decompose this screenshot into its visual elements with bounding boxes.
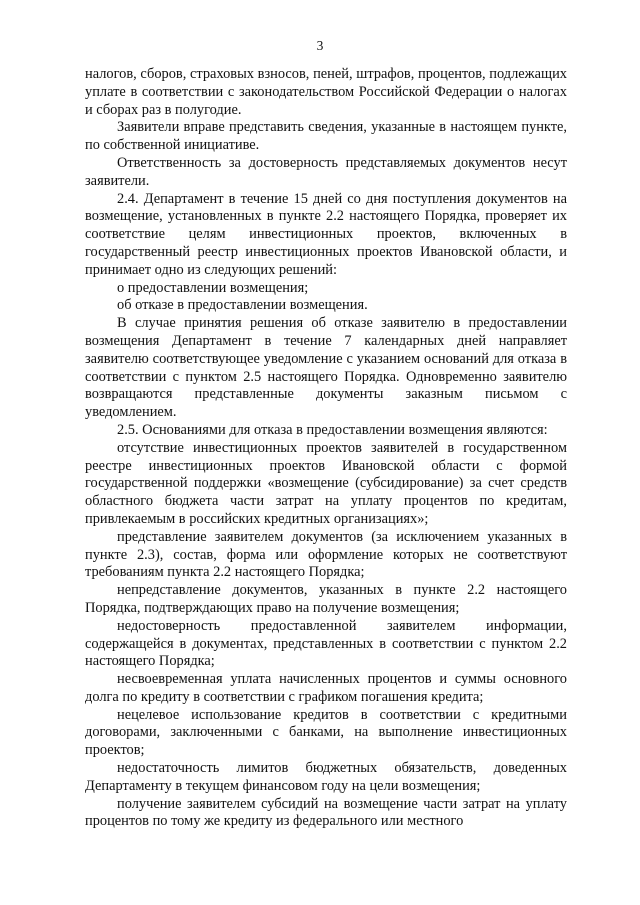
paragraph: представление заявителем документов (за исключением указанных в пункте 2.3), состав, форма или оформление которых не соответствуют требованиям пункта 2.2 настоящего Порядка; — [85, 528, 567, 581]
paragraph: недостоверность предоставленной заявителем информации, содержащейся в документах, представленных в соответствии с пунктом 2.2 настоящего Порядка; — [85, 617, 567, 670]
paragraph: о предоставлении возмещения; — [117, 279, 309, 296]
paragraph: недостаточность лимитов бюджетных обязательств, доведенных Департаменту в текущем финансовом году на цели возмещения; — [85, 760, 567, 794]
paragraph: 2.4. Департамент в течение 15 дней со дня поступления документов на возмещение, установленных в пункте 2.2 настоящего Порядка, проверяет их соответствие целям инвестиционных проектов, включенных в государственный реестр инвестиционных проектов Ивановской области, и принимает одно из следующих решений: — [85, 190, 567, 278]
paragraph: Ответственность за достоверность представляемых документов несут заявители. — [85, 154, 567, 189]
paragraph: непредставление документов, указанных в пункте 2.2 настоящего Порядка, подтверждающих право на получение возмещения; — [85, 582, 567, 616]
document-body — [85, 66, 567, 831]
page-number: 3 — [316, 38, 324, 53]
paragraph: несвоевременная уплата начисленных процентов и суммы основного долга по кредиту в соответствии с графиком погашения кредита; — [85, 671, 567, 705]
paragraph: Заявители вправе представить сведения, указанные в настоящем пункте, по собственной инициативе. — [85, 119, 567, 154]
paragraph: отсутствие инвестиционных проектов заявителей в государственном реестре инвестиционных проектов Ивановской области с формой государственной поддержки «возмещение (субсидирование) за счет средств областного бюджета части затрат на уплату процентов по кредитам, привлекаемым в российских кредитных организациях»; — [85, 439, 567, 527]
paragraph: получение заявителем субсидий на возмещение части затрат на уплату процентов по тому же кредиту из федерального или местного — [85, 795, 567, 830]
paragraph: нецелевое использование кредитов в соответствии с кредитными договорами, заключенными с банками, на выполнение инвестиционных проектов; — [85, 706, 567, 759]
paragraph: налогов, сборов, страховых взносов, пеней, штрафов, процентов, подлежащих уплате в соответствии с законодательством Российской Федерации о налогах и сборах раз в полугодие. — [85, 66, 567, 118]
paragraph: об отказе в предоставлении возмещения. — [117, 297, 368, 314]
paragraph: В случае принятия решения об отказе заявителю в предоставлении возмещения Департамент в течение 7 календарных дней направляет заявителю соответствующее уведомление с указанием оснований для отказа в соответствии с пунктом 2.5 настоящего Порядка. Одновременно заявителю возвращаются представленные документы заказным письмом с уведомлением. — [85, 315, 567, 421]
paragraph: 2.5. Основаниями для отказа в предоставлении возмещения являются: — [117, 421, 548, 438]
